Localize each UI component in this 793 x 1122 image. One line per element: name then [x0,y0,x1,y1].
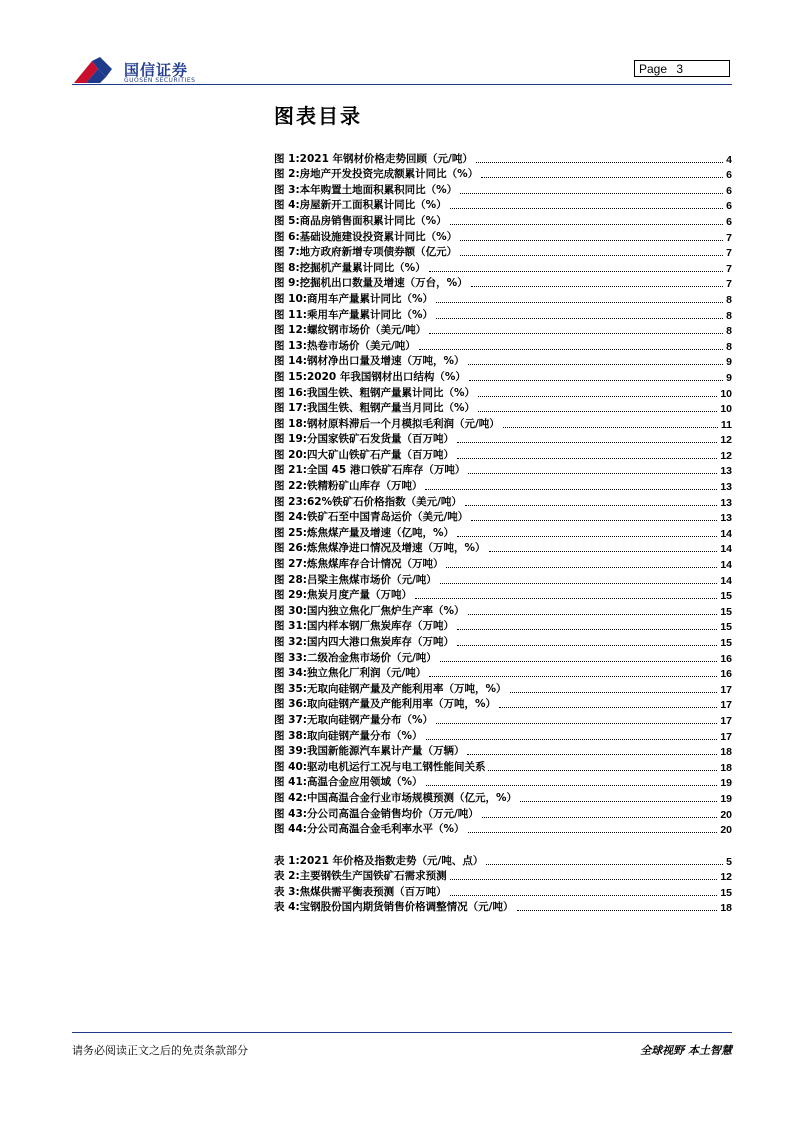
entry-title: 2021 年价格及指数走势（元/吨、点） [299,854,484,867]
entry-page-number: 18 [720,902,732,915]
figure-entry[interactable] [274,618,732,634]
figure-entry[interactable] [274,540,732,556]
entry-title: 分公司高温合金毛利率水平（%） [306,823,465,836]
figure-entry[interactable] [274,680,732,696]
entry-title: 独立焦化厂利润（元/吨） [306,667,427,680]
figure-entry[interactable] [274,259,732,275]
entry-title: 2020 年我国钢材出口结构（%） [306,370,466,383]
dot-leader [499,707,717,708]
figure-entry[interactable] [274,509,732,525]
entry-page-number: 18 [720,746,732,759]
entry-page-number: 15 [720,886,732,899]
dot-leader [488,770,717,771]
entry-label: 图 9: [274,277,300,290]
dot-leader [425,489,717,490]
dot-leader [436,302,723,303]
entry-page-number: 20 [720,824,732,837]
entry-label: 图 21: [274,464,307,477]
entry-title: 炼焦煤库存合计情况（万吨） [306,558,444,571]
entry-page-number: 15 [720,605,732,618]
entry-page-number: 17 [720,699,732,712]
figure-entry[interactable] [274,400,732,416]
entry-title: 取向硅钢产量及产能利用率（万吨，%） [306,698,496,711]
figure-entry[interactable] [274,181,732,197]
entry-title: 本年购置土地面积累积同比（%） [299,183,458,196]
dot-leader [468,473,717,474]
figure-entry[interactable] [274,789,732,805]
dot-leader [429,676,717,677]
entry-title: 无取向硅钢产量及产能利用率（万吨，%） [306,682,507,695]
dot-leader [469,380,723,381]
entry-label: 图 5: [274,214,300,227]
entry-title: 国内样本钢厂焦炭库存（万吨） [306,620,454,633]
figure-entry[interactable] [274,306,732,322]
figure-entry[interactable] [274,150,732,166]
figure-entry[interactable] [274,290,732,306]
entry-label: 图 34: [274,667,307,680]
entry-title: 挖掘机产量累计同比（%） [299,261,426,274]
dot-leader [440,661,718,662]
figure-entry[interactable] [274,462,732,478]
dot-leader [457,458,717,459]
entry-page-number: 16 [720,668,732,681]
entry-page-number: 7 [726,247,732,260]
entry-page-number: 14 [720,527,732,540]
entry-label: 图 44: [274,823,307,836]
entry-title: 商用车产量累计同比（%） [306,292,433,305]
entry-label: 图 31: [274,620,307,633]
entry-title: 2021 年钢材价格走势回顾（元/吨） [299,152,473,165]
entry-title: 热卷市场价（美元/吨） [306,339,416,352]
table-entry[interactable] [274,883,732,899]
entry-label: 图 13: [274,339,307,352]
dot-leader [478,411,717,412]
entry-page-number: 13 [720,496,732,509]
dot-leader [468,364,724,365]
entry-page-number: 9 [726,371,732,384]
entry-label: 表 1: [274,854,300,867]
entry-page-number: 13 [720,481,732,494]
entry-title: 取向硅钢产量分布（%） [306,729,423,742]
figure-entry[interactable] [274,805,732,821]
figure-entry[interactable] [274,275,732,291]
dot-leader [471,286,723,287]
dot-leader [476,162,723,163]
entry-label: 图 24: [274,511,307,524]
figure-entry[interactable] [274,743,732,759]
dot-leader [450,895,718,896]
entry-title: 主要钢铁生产国铁矿石需求预测 [299,870,447,883]
entry-title: 挖掘机出口数量及增速（万台，%） [299,277,468,290]
entry-page-number: 18 [720,761,732,774]
entry-title: 乘用车产量累计同比（%） [306,308,433,321]
entry-page-number: 10 [720,403,732,416]
entry-label: 图 10: [274,292,307,305]
entry-title: 焦煤供需平衡表预测（百万吨） [299,885,447,898]
dot-leader [440,583,718,584]
entry-label: 图 15: [274,370,307,383]
entry-label: 图 17: [274,402,307,415]
entry-page-number: 8 [726,325,732,338]
entry-title: 钢材原料滞后一个月模拟毛利润（元/吨） [306,417,500,430]
dot-leader [460,193,723,194]
entry-label: 图 1: [274,152,300,165]
dot-leader [478,396,717,397]
entry-label: 图 33: [274,651,307,664]
dot-leader [436,723,717,724]
figure-entry[interactable] [274,415,732,431]
dot-leader [426,739,718,740]
entry-page-number: 9 [726,356,732,369]
entry-title: 铁精粉矿山库存（万吨） [306,480,423,493]
figure-entry[interactable] [274,166,732,182]
figure-list [274,150,732,836]
entry-page-number: 10 [720,387,732,400]
dot-leader [468,832,718,833]
entry-label: 图 18: [274,417,307,430]
entry-page-number: 6 [726,200,732,213]
entry-page-number: 7 [726,231,732,244]
entry-label: 图 2: [274,168,300,181]
dot-leader [450,224,723,225]
dot-leader [436,318,723,319]
entry-page-number: 12 [720,434,732,447]
entry-title: 二级冶金焦市场价（元/吨） [306,651,437,664]
footer-slogan: 全球视野 本土智慧 [640,1044,732,1057]
entry-title: 房屋新开工面积累计同比（%） [299,199,447,212]
entry-title: 国内四大港口焦炭库存（万吨） [306,636,454,648]
figure-entry[interactable] [274,758,732,774]
dot-leader [419,349,723,350]
entry-label: 图 23: [274,495,307,508]
dot-leader [510,692,718,693]
entry-page-number: 6 [726,169,732,182]
entry-title: 基础设施建设投资累计同比（%） [299,230,458,243]
entry-title: 炼焦煤产量及增速（亿吨，%） [306,526,454,539]
entry-page-number: 13 [720,512,732,525]
figure-entry[interactable] [274,384,732,400]
entry-title: 房地产开发投资完成额累计同比（%） [299,168,479,181]
entry-label: 图 32: [274,636,307,648]
figure-entry[interactable] [274,368,732,384]
figure-entry[interactable] [274,197,732,213]
dot-leader [457,442,717,443]
entry-label: 图 38: [274,729,307,742]
dot-leader [426,785,718,786]
dot-leader [467,754,717,755]
entry-title: 焦炭月度产量（万吨） [306,589,412,602]
entry-label: 图 7: [274,246,300,259]
table-entry[interactable] [274,899,732,915]
entry-page-number: 4 [726,153,732,166]
guosen-logo-icon [72,55,122,85]
entry-label: 图 19: [274,433,307,446]
entry-title: 地方政府新增专项债券额（亿元） [299,246,458,259]
entry-label: 图 6: [274,230,300,243]
entry-label: 图 28: [274,573,307,586]
entry-page-number: 13 [720,465,732,478]
entry-label: 表 3: [274,885,300,898]
entry-label: 图 8: [274,261,300,274]
logo-english-name: GUOSEN SECURITIES [124,77,196,84]
entry-label: 图 43: [274,807,307,820]
entry-label: 图 35: [274,682,307,695]
entry-label: 图 41: [274,776,307,789]
entry-page-number: 8 [726,293,732,306]
entry-label: 图 30: [274,604,307,617]
dot-leader [457,536,717,537]
entry-page-number: 8 [726,309,732,322]
entry-title: 铁矿石至中国青岛运价（美元/吨） [306,511,469,524]
entry-label: 图 40: [274,760,307,773]
entry-page-number: 11 [720,418,732,431]
dot-leader [520,801,717,802]
entry-label: 图 27: [274,558,307,571]
figure-entry[interactable] [274,602,732,618]
footer-divider [72,1032,732,1033]
entry-label: 图 37: [274,713,307,726]
dot-leader [471,520,717,521]
dot-leader [503,427,718,428]
figure-entry[interactable] [274,633,732,649]
dot-leader [489,551,718,552]
entry-page-number: 8 [726,340,732,353]
entry-page-number: 7 [726,278,732,291]
entry-title: 商品房销售面积累计同比（%） [299,214,447,227]
entry-title: 高温合金应用领域（%） [306,776,423,789]
dot-leader [415,598,717,599]
entry-page-number: 19 [720,792,732,805]
entry-title: 炼焦煤净进口情况及增速（万吨，%） [306,542,486,555]
entry-title: 分国家铁矿石发货量（百万吨） [306,433,454,446]
entry-page-number: 16 [720,652,732,665]
entry-title: 全国 45 港口铁矿石库存（万吨） [306,464,466,477]
entry-label: 图 4: [274,199,300,212]
figure-entry[interactable] [274,649,732,665]
figure-entry[interactable] [274,322,732,338]
dot-leader [446,567,717,568]
entry-page-number: 15 [720,590,732,603]
entry-page-number: 5 [726,855,732,868]
page-title: 图表目录 [274,104,362,128]
figure-entry[interactable] [274,446,732,462]
entry-label: 图 12: [274,324,307,337]
entry-page-number: 17 [720,714,732,727]
logo-chinese-name: 国信证券 [124,61,189,79]
dot-leader [468,614,718,615]
figure-entry[interactable] [274,711,732,727]
entry-page-number: 6 [726,215,732,228]
dot-leader [429,333,723,334]
page-indicator [634,60,730,77]
dot-leader [460,255,723,256]
dot-leader [465,505,717,506]
figure-entry[interactable] [274,696,732,712]
entry-page-number: 15 [720,637,732,649]
figure-entry[interactable] [274,524,732,540]
table-entry[interactable] [274,852,732,868]
entry-label: 图 36: [274,698,307,711]
entry-label: 图 16: [274,386,307,399]
entry-page-number: 6 [726,184,732,197]
table-entry[interactable] [274,868,732,884]
entry-label: 图 3: [274,183,300,196]
entry-title: 四大矿山铁矿石产量（百万吨） [306,448,454,461]
entry-title: 我国新能源汽车累计产量（万辆） [306,745,465,758]
figure-entry[interactable] [274,337,732,353]
entry-label: 图 11: [274,308,307,321]
entry-page-number: 12 [720,871,732,884]
entry-label: 图 39: [274,745,307,758]
figure-entry[interactable] [274,244,732,260]
footer-disclaimer: 请务必阅读正文之后的免责条款部分 [72,1044,248,1057]
figure-entry[interactable] [274,727,732,743]
table-list [274,852,732,914]
figure-entry[interactable] [274,821,732,837]
entry-page-number: 12 [720,449,732,462]
entry-page-number: 7 [726,262,732,275]
figure-entry[interactable] [274,212,732,228]
figure-entry[interactable] [274,555,732,571]
figure-entry[interactable] [274,228,732,244]
entry-label: 图 25: [274,526,307,539]
entry-title: 62%铁矿石价格指数（美元/吨） [306,495,462,508]
entry-page-number: 14 [720,574,732,587]
entry-title: 吕梁主焦煤市场价（元/吨） [306,573,437,586]
dot-leader [457,629,717,630]
entry-title: 无取向硅钢产量分布（%） [306,713,433,726]
entry-page-number: 20 [720,808,732,821]
entry-title: 宝钢股份国内期货销售价格调整情况（元/吨） [299,901,514,914]
entry-title: 我国生铁、粗钢产量累计同比（%） [306,386,475,399]
dot-leader [460,240,723,241]
entry-page-number: 17 [720,683,732,696]
figure-entry[interactable] [274,587,732,603]
entry-title: 中国高温合金行业市场规模预测（亿元，%） [306,791,517,804]
header-divider [72,84,732,85]
entry-page-number: 14 [720,559,732,572]
entry-page-number: 19 [720,777,732,790]
figure-entry[interactable] [274,493,732,509]
entry-label: 图 22: [274,480,307,493]
entry-label: 图 26: [274,542,307,555]
entry-title: 螺纹钢市场价（美元/吨） [306,324,427,337]
entry-label: 图 14: [274,355,307,368]
dot-leader [482,817,718,818]
page-number: 3 [676,62,684,76]
entry-title: 国内独立焦化厂焦炉生产率（%） [306,604,465,617]
dot-leader [450,879,718,880]
entry-page-number: 17 [720,730,732,743]
figure-entry[interactable] [274,665,732,681]
dot-leader [457,645,717,646]
entry-title: 分公司高温合金销售均价（万元/吨） [306,807,479,820]
figure-entry[interactable] [274,353,732,369]
figure-entry[interactable] [274,571,732,587]
entry-label: 表 4: [274,901,300,914]
entry-label: 表 2: [274,870,300,883]
entry-label: 图 42: [274,791,307,804]
figure-entry[interactable] [274,774,732,790]
entry-page-number: 14 [720,543,732,556]
dot-leader [517,910,718,911]
dot-leader [450,208,723,209]
dot-leader [486,864,723,865]
dot-leader [429,271,723,272]
entry-page-number: 15 [720,621,732,634]
figure-entry[interactable] [274,477,732,493]
entry-label: 图 20: [274,448,307,461]
entry-title: 驱动电机运行工况与电工钢性能间关系 [306,760,486,773]
dot-leader [481,177,723,178]
entry-title: 钢材净出口量及增速（万吨，%） [306,355,465,368]
page-label: Page [639,62,668,76]
figure-entry[interactable] [274,431,732,447]
entry-label: 图 29: [274,589,307,602]
entry-title: 我国生铁、粗钢产量当月同比（%） [306,402,475,415]
